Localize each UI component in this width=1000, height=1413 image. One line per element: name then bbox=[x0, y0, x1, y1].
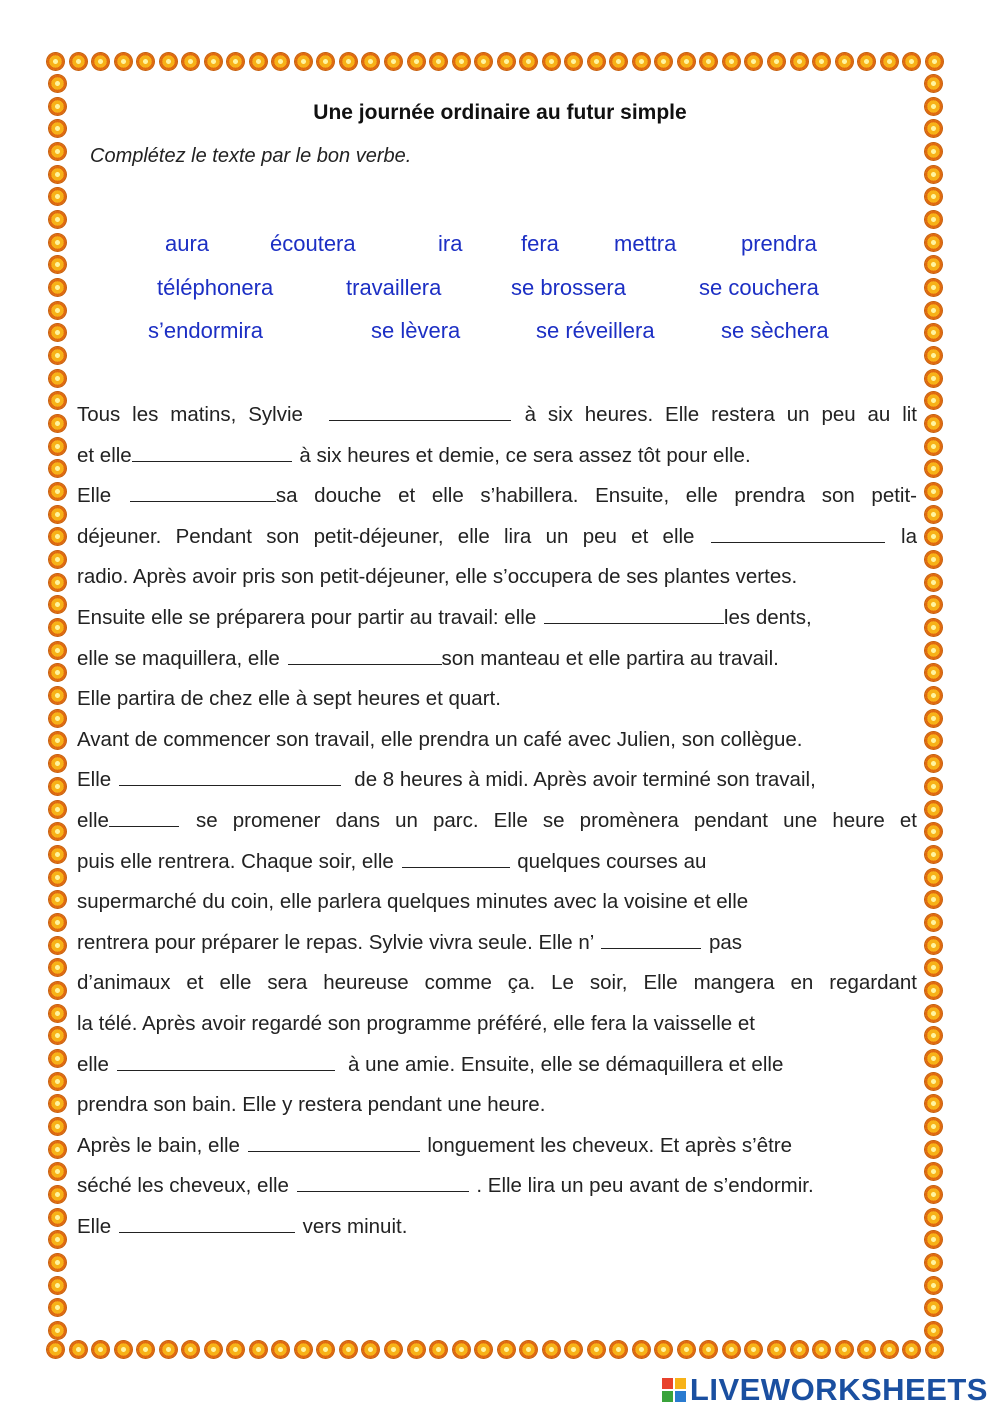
sun-ornament-icon bbox=[925, 52, 944, 71]
sun-ornament-icon bbox=[226, 1340, 245, 1359]
sun-ornament-icon bbox=[924, 323, 943, 342]
sun-ornament-icon bbox=[48, 1072, 67, 1091]
text-line: Elle vers minuit. bbox=[77, 1214, 408, 1238]
sun-ornament-icon bbox=[48, 1140, 67, 1159]
sun-ornament-icon bbox=[924, 187, 943, 206]
sun-ornament-icon bbox=[339, 1340, 358, 1359]
sun-ornament-icon bbox=[48, 958, 67, 977]
word-bank-item[interactable]: ira bbox=[438, 231, 463, 256]
sun-ornament-icon bbox=[924, 346, 943, 365]
text-line: Elle sa douche et elle s’habillera. Ensuite, elle prendra son petit- bbox=[77, 484, 917, 508]
sun-ornament-icon bbox=[48, 913, 67, 932]
sun-ornament-icon bbox=[790, 52, 809, 71]
text-line: elle se maquillera, elle son manteau et elle partira au travail. bbox=[77, 646, 779, 670]
word-bank-item[interactable]: se brossera bbox=[511, 275, 626, 300]
sun-ornament-icon bbox=[69, 52, 88, 71]
sun-ornament-icon bbox=[924, 527, 943, 546]
sun-ornament-icon bbox=[767, 52, 786, 71]
sun-ornament-icon bbox=[924, 618, 943, 637]
sun-ornament-icon bbox=[924, 1140, 943, 1159]
word-bank-item[interactable]: fera bbox=[521, 231, 559, 256]
word-bank-item[interactable]: prendra bbox=[741, 231, 817, 256]
sun-ornament-icon bbox=[474, 1340, 493, 1359]
sun-ornament-icon bbox=[316, 1340, 335, 1359]
worksheet-title: Une journée ordinaire au futur simple bbox=[313, 101, 687, 124]
sun-ornament-icon bbox=[48, 346, 67, 365]
sun-ornament-icon bbox=[452, 52, 471, 71]
sun-ornament-icon bbox=[48, 845, 67, 864]
sun-ornament-icon bbox=[249, 1340, 268, 1359]
sun-ornament-icon bbox=[924, 278, 943, 297]
sun-ornament-icon bbox=[361, 1340, 380, 1359]
sun-ornament-icon bbox=[48, 527, 67, 546]
sun-ornament-icon bbox=[48, 1276, 67, 1295]
sun-ornament-icon bbox=[924, 1298, 943, 1317]
sun-ornament-icon bbox=[48, 641, 67, 660]
sun-ornament-icon bbox=[924, 391, 943, 410]
sun-ornament-icon bbox=[924, 210, 943, 229]
sun-ornament-icon bbox=[136, 52, 155, 71]
right-sun-border bbox=[924, 74, 943, 1340]
sun-ornament-icon bbox=[924, 890, 943, 909]
text-line: supermarché du coin, elle parlera quelques minutes avec la voisine et elle bbox=[77, 890, 749, 914]
sun-ornament-icon bbox=[339, 52, 358, 71]
answer-blank-5[interactable] bbox=[544, 607, 724, 624]
sun-ornament-icon bbox=[924, 255, 943, 274]
text-line: la télé. Après avoir regardé son programme préféré, elle fera la vaisselle et bbox=[77, 1011, 755, 1035]
sun-ornament-icon bbox=[924, 822, 943, 841]
sun-ornament-icon bbox=[48, 1185, 67, 1204]
sun-ornament-icon bbox=[69, 1340, 88, 1359]
sun-ornament-icon bbox=[924, 800, 943, 819]
sun-ornament-icon bbox=[48, 890, 67, 909]
sun-ornament-icon bbox=[924, 1185, 943, 1204]
sun-ornament-icon bbox=[48, 482, 67, 501]
sun-ornament-icon bbox=[429, 52, 448, 71]
sun-ornament-icon bbox=[136, 1340, 155, 1359]
word-bank-item[interactable]: travaillera bbox=[346, 275, 442, 300]
sun-ornament-icon bbox=[48, 301, 67, 320]
sun-ornament-icon bbox=[48, 981, 67, 1000]
sun-ornament-icon bbox=[542, 52, 561, 71]
sun-ornament-icon bbox=[924, 1276, 943, 1295]
text-line: prendra son bain. Elle y restera pendant une heure. bbox=[77, 1093, 546, 1117]
sun-ornament-icon bbox=[677, 1340, 696, 1359]
answer-blank-9[interactable] bbox=[402, 851, 510, 868]
instruction-text: Complétez le texte par le bon verbe. bbox=[90, 145, 412, 167]
sun-ornament-icon bbox=[48, 323, 67, 342]
sun-ornament-icon bbox=[924, 1253, 943, 1272]
sun-ornament-icon bbox=[48, 663, 67, 682]
sun-ornament-icon bbox=[429, 1340, 448, 1359]
sun-ornament-icon bbox=[48, 1162, 67, 1181]
sun-ornament-icon bbox=[924, 1162, 943, 1181]
sun-ornament-icon bbox=[519, 52, 538, 71]
answer-blank-13[interactable] bbox=[297, 1175, 469, 1192]
sun-ornament-icon bbox=[767, 1340, 786, 1359]
sun-ornament-icon bbox=[924, 845, 943, 864]
sun-ornament-icon bbox=[880, 52, 899, 71]
sun-ornament-icon bbox=[587, 1340, 606, 1359]
sun-ornament-icon bbox=[924, 1026, 943, 1045]
sun-ornament-icon bbox=[48, 1049, 67, 1068]
text-line: Avant de commencer son travail, elle prendra un café avec Julien, son collègue. bbox=[77, 727, 803, 751]
sun-ornament-icon bbox=[48, 74, 67, 93]
sun-ornament-icon bbox=[924, 1072, 943, 1091]
answer-blank-6[interactable] bbox=[288, 648, 442, 665]
text-line: et elle à six heures et demie, ce sera assez tôt pour elle. bbox=[77, 443, 751, 467]
sun-ornament-icon bbox=[361, 52, 380, 71]
sun-ornament-icon bbox=[587, 52, 606, 71]
text-line: d’animaux et elle sera heureuse comme ça. Le soir, Elle mangera en regardant bbox=[77, 971, 917, 995]
sun-ornament-icon bbox=[204, 1340, 223, 1359]
answer-blank-10[interactable] bbox=[601, 932, 701, 949]
sun-ornament-icon bbox=[924, 913, 943, 932]
sun-ornament-icon bbox=[924, 686, 943, 705]
sun-ornament-icon bbox=[924, 1230, 943, 1249]
sun-ornament-icon bbox=[114, 1340, 133, 1359]
word-bank-item[interactable]: écoutera bbox=[270, 231, 356, 256]
sun-ornament-icon bbox=[48, 1004, 67, 1023]
sun-ornament-icon bbox=[181, 1340, 200, 1359]
sun-ornament-icon bbox=[609, 52, 628, 71]
sun-ornament-icon bbox=[699, 52, 718, 71]
sun-ornament-icon bbox=[924, 459, 943, 478]
sun-ornament-icon bbox=[48, 822, 67, 841]
sun-ornament-icon bbox=[812, 1340, 831, 1359]
word-bank-item[interactable]: se couchera bbox=[699, 275, 819, 300]
sun-ornament-icon bbox=[181, 52, 200, 71]
sun-ornament-icon bbox=[857, 52, 876, 71]
sun-ornament-icon bbox=[835, 52, 854, 71]
sun-ornament-icon bbox=[924, 709, 943, 728]
sun-ornament-icon bbox=[48, 278, 67, 297]
sun-ornament-icon bbox=[407, 1340, 426, 1359]
answer-blank-7[interactable] bbox=[119, 769, 341, 786]
sun-ornament-icon bbox=[609, 1340, 628, 1359]
sun-ornament-icon bbox=[48, 1230, 67, 1249]
sun-ornament-icon bbox=[924, 641, 943, 660]
sun-ornament-icon bbox=[924, 958, 943, 977]
text-line: rentrera pour préparer le repas. Sylvie vivra seule. Elle n’ pas bbox=[77, 930, 743, 954]
sun-ornament-icon bbox=[654, 1340, 673, 1359]
text-line: déjeuner. Pendant son petit-déjeuner, elle lira un peu et elle la bbox=[77, 524, 917, 548]
left-sun-border bbox=[48, 74, 67, 1340]
sun-ornament-icon bbox=[204, 52, 223, 71]
sun-ornament-icon bbox=[91, 1340, 110, 1359]
text-line: Ensuite elle se préparera pour partir au travail: elle les dents, bbox=[77, 605, 812, 629]
sun-ornament-icon bbox=[632, 52, 651, 71]
sun-ornament-icon bbox=[880, 1340, 899, 1359]
sun-ornament-icon bbox=[271, 52, 290, 71]
sun-ornament-icon bbox=[924, 1004, 943, 1023]
sun-ornament-icon bbox=[924, 663, 943, 682]
sun-ornament-icon bbox=[924, 437, 943, 456]
sun-ornament-icon bbox=[48, 868, 67, 887]
text-line: Tous les matins, Sylvie à six heures. Elle restera un peu au lit bbox=[77, 403, 918, 426]
sun-ornament-icon bbox=[835, 1340, 854, 1359]
sun-ornament-icon bbox=[924, 573, 943, 592]
sun-ornament-icon bbox=[48, 709, 67, 728]
sun-ornament-icon bbox=[924, 1117, 943, 1136]
sun-ornament-icon bbox=[48, 1094, 67, 1113]
sun-ornament-icon bbox=[159, 1340, 178, 1359]
text-line: Elle de 8 heures à midi. Après avoir terminé son travail, bbox=[77, 768, 816, 792]
sun-ornament-icon bbox=[316, 52, 335, 71]
sun-ornament-icon bbox=[744, 1340, 763, 1359]
sun-ornament-icon bbox=[497, 1340, 516, 1359]
exercise-text bbox=[77, 395, 917, 1247]
sun-ornament-icon bbox=[48, 595, 67, 614]
sun-ornament-icon bbox=[294, 52, 313, 71]
sun-ornament-icon bbox=[48, 1026, 67, 1045]
sun-ornament-icon bbox=[924, 301, 943, 320]
sun-ornament-icon bbox=[902, 1340, 921, 1359]
word-bank-item[interactable]: se sèchera bbox=[721, 318, 829, 343]
sun-ornament-icon bbox=[452, 1340, 471, 1359]
sun-ornament-icon bbox=[48, 505, 67, 524]
sun-ornament-icon bbox=[48, 187, 67, 206]
text-line: radio. Après avoir pris son petit-déjeuner, elle s’occupera de ses plantes vertes. bbox=[77, 565, 798, 589]
sun-ornament-icon bbox=[924, 550, 943, 569]
sun-ornament-icon bbox=[564, 1340, 583, 1359]
text-line: séché les cheveux, elle . Elle lira un peu avant de s’endormir. bbox=[77, 1174, 814, 1198]
answer-blank-2[interactable] bbox=[132, 445, 292, 462]
bottom-sun-border bbox=[46, 1340, 944, 1362]
sun-ornament-icon bbox=[384, 1340, 403, 1359]
answer-blank-11[interactable] bbox=[117, 1054, 335, 1071]
sun-ornament-icon bbox=[48, 731, 67, 750]
text-line: Elle partira de chez elle à sept heures et quart. bbox=[77, 687, 501, 711]
sun-ornament-icon bbox=[48, 369, 67, 388]
liveworksheets-logo bbox=[662, 1372, 988, 1408]
sun-ornament-icon bbox=[48, 233, 67, 252]
sun-ornament-icon bbox=[790, 1340, 809, 1359]
sun-ornament-icon bbox=[924, 777, 943, 796]
sun-ornament-icon bbox=[924, 1049, 943, 1068]
top-sun-border bbox=[46, 52, 944, 74]
sun-ornament-icon bbox=[294, 1340, 313, 1359]
sun-ornament-icon bbox=[48, 550, 67, 569]
sun-ornament-icon bbox=[722, 1340, 741, 1359]
sun-ornament-icon bbox=[474, 52, 493, 71]
sun-ornament-icon bbox=[699, 1340, 718, 1359]
sun-ornament-icon bbox=[91, 52, 110, 71]
sun-ornament-icon bbox=[542, 1340, 561, 1359]
text-line: elle se promener dans un parc. Elle se promènera pendant une heure et bbox=[77, 808, 917, 832]
answer-blank-12[interactable] bbox=[248, 1135, 420, 1152]
sun-ornament-icon bbox=[744, 52, 763, 71]
sun-ornament-icon bbox=[226, 52, 245, 71]
sun-ornament-icon bbox=[249, 52, 268, 71]
sun-ornament-icon bbox=[924, 233, 943, 252]
sun-ornament-icon bbox=[519, 1340, 538, 1359]
word-bank-item[interactable]: mettra bbox=[614, 231, 677, 256]
text-line: Après le bain, elle longuement les cheveux. Et après s’être bbox=[77, 1133, 793, 1157]
word-bank-item[interactable]: téléphonera bbox=[157, 275, 274, 300]
sun-ornament-icon bbox=[924, 482, 943, 501]
sun-ornament-icon bbox=[925, 1340, 944, 1359]
sun-ornament-icon bbox=[722, 52, 741, 71]
word-bank-item[interactable]: se lèvera bbox=[371, 318, 461, 343]
sun-ornament-icon bbox=[159, 52, 178, 71]
sun-ornament-icon bbox=[924, 595, 943, 614]
sun-ornament-icon bbox=[48, 437, 67, 456]
sun-ornament-icon bbox=[924, 754, 943, 773]
sun-ornament-icon bbox=[48, 414, 67, 433]
sun-ornament-icon bbox=[48, 1253, 67, 1272]
sun-ornament-icon bbox=[48, 618, 67, 637]
answer-blank-8[interactable] bbox=[109, 810, 179, 827]
sun-ornament-icon bbox=[924, 74, 943, 93]
sun-ornament-icon bbox=[48, 686, 67, 705]
sun-ornament-icon bbox=[564, 52, 583, 71]
sun-ornament-icon bbox=[48, 391, 67, 410]
sun-ornament-icon bbox=[48, 936, 67, 955]
text-line: elle à une amie. Ensuite, elle se démaquillera et elle bbox=[77, 1052, 784, 1076]
answer-blank-14[interactable] bbox=[119, 1216, 295, 1233]
sun-ornament-icon bbox=[46, 52, 65, 71]
sun-ornament-icon bbox=[48, 573, 67, 592]
sun-ornament-icon bbox=[654, 52, 673, 71]
sun-ornament-icon bbox=[48, 1117, 67, 1136]
sun-ornament-icon bbox=[48, 165, 67, 184]
sun-ornament-icon bbox=[407, 52, 426, 71]
sun-ornament-icon bbox=[48, 777, 67, 796]
sun-ornament-icon bbox=[924, 414, 943, 433]
sun-ornament-icon bbox=[924, 1094, 943, 1113]
sun-ornament-icon bbox=[48, 210, 67, 229]
sun-ornament-icon bbox=[384, 52, 403, 71]
sun-ornament-icon bbox=[902, 52, 921, 71]
sun-ornament-icon bbox=[46, 1340, 65, 1359]
word-bank-item[interactable]: se réveillera bbox=[536, 318, 655, 343]
sun-ornament-icon bbox=[924, 369, 943, 388]
sun-ornament-icon bbox=[924, 731, 943, 750]
sun-ornament-icon bbox=[924, 1321, 943, 1340]
word-bank-item[interactable]: aura bbox=[165, 231, 210, 256]
sun-ornament-icon bbox=[812, 52, 831, 71]
sun-ornament-icon bbox=[857, 1340, 876, 1359]
sun-ornament-icon bbox=[48, 800, 67, 819]
sun-ornament-icon bbox=[114, 52, 133, 71]
word-bank-item[interactable]: s’endormira bbox=[148, 318, 263, 343]
sun-ornament-icon bbox=[924, 981, 943, 1000]
sun-ornament-icon bbox=[48, 1208, 67, 1227]
sun-ornament-icon bbox=[924, 505, 943, 524]
sun-ornament-icon bbox=[924, 1208, 943, 1227]
logo-squares-icon bbox=[662, 1378, 686, 1402]
sun-ornament-icon bbox=[48, 459, 67, 478]
answer-blank-1[interactable] bbox=[329, 404, 511, 421]
sun-ornament-icon bbox=[924, 165, 943, 184]
sun-ornament-icon bbox=[48, 754, 67, 773]
answer-blank-4[interactable] bbox=[711, 526, 885, 543]
sun-ornament-icon bbox=[48, 1321, 67, 1340]
sun-ornament-icon bbox=[48, 255, 67, 274]
sun-ornament-icon bbox=[48, 142, 67, 161]
text-line: puis elle rentrera. Chaque soir, elle quelques courses au bbox=[77, 849, 707, 873]
brand-name: LIVEWORKSHEETS bbox=[689, 1372, 988, 1407]
sun-ornament-icon bbox=[271, 1340, 290, 1359]
sun-ornament-icon bbox=[924, 868, 943, 887]
sun-ornament-icon bbox=[497, 52, 516, 71]
sun-ornament-icon bbox=[924, 936, 943, 955]
sun-ornament-icon bbox=[677, 52, 696, 71]
sun-ornament-icon bbox=[48, 1298, 67, 1317]
sun-ornament-icon bbox=[924, 142, 943, 161]
answer-blank-3[interactable] bbox=[130, 485, 276, 502]
sun-ornament-icon bbox=[632, 1340, 651, 1359]
